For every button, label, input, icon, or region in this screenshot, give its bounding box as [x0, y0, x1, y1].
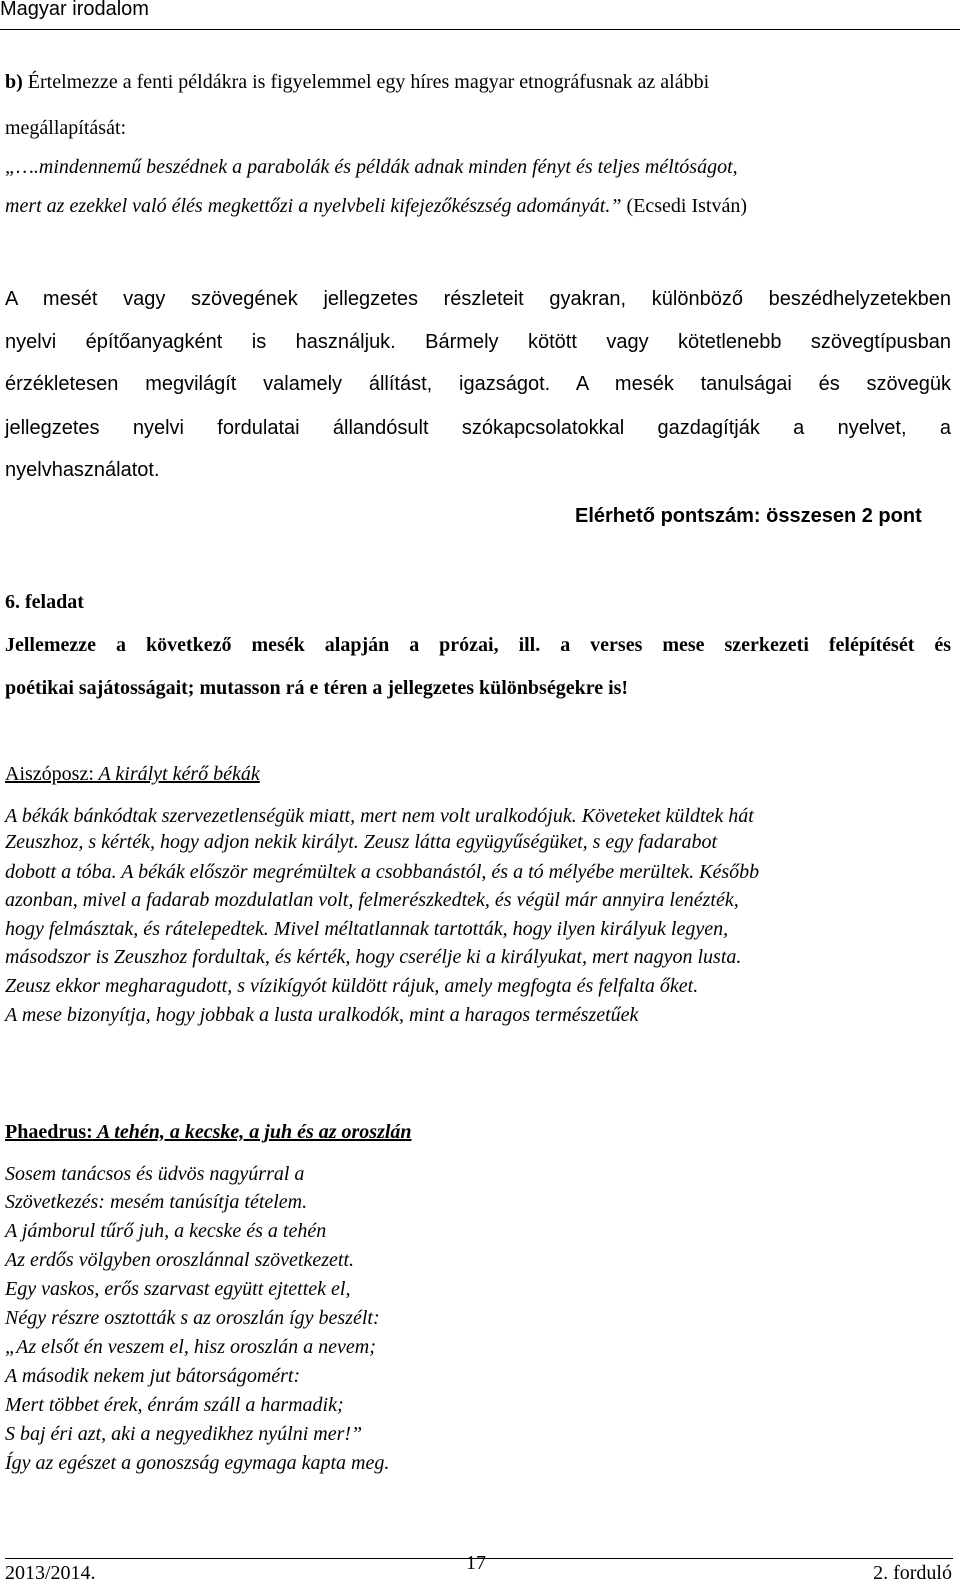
fable-1-heading	[5, 762, 260, 786]
task-6-instruction-line-2: poétikai sajátosságait; mutasson rá e téren a jellegzetes különbségekre is!	[5, 677, 629, 699]
poem-line-11: Így az egészet a gonoszság egymaga kapta meg.	[5, 1452, 390, 1474]
footer-year: 2013/2014.	[5, 1562, 96, 1584]
poem-line-4: Az erdős völgyben oroszlánnal szövetkezett.	[5, 1249, 355, 1271]
fable-1-line-8: A mese bizonyítja, hogy jobbak a lusta uralkodók, mint a haragos természetűek	[5, 1004, 639, 1026]
fable-2-heading	[5, 1120, 412, 1144]
task-6-heading: 6. feladat	[5, 591, 84, 613]
fable-1-line-4: azonban, mivel a fadarab mozdulatlan volt, felmerészkedtek, és végül már annyira lenézték,	[5, 889, 739, 911]
fable-2-author: Phaedrus:	[5, 1121, 93, 1143]
poem-line-7: „Az elsőt én veszem el, hisz oroszlán a nevem;	[5, 1336, 376, 1358]
fable-1-line-1: A békák bánkódtak szervezetlenségük miatt, mert nem volt uralkodójuk. Követeket küldtek hát	[5, 805, 754, 827]
fable-1-line-3: dobott a tóba. A békák először megrémültek a csobbanástól, és a tó mélyébe merültek. Később	[5, 861, 760, 883]
answer-line-1: A mesét vagy szövegének jellegzetes részleteit gyakran, különböző beszédhelyzetekben	[5, 288, 951, 310]
task-b-question-text: Értelmezze a fenti példákra is figyelemmel egy híres magyar etnográfusnak az alábbi	[22, 71, 710, 93]
answer-line-5: nyelvhasználatot.	[5, 459, 160, 481]
header-divider	[0, 29, 960, 30]
poem-line-5: Egy vaskos, erős szarvast együtt ejtettek el,	[5, 1278, 351, 1300]
task-6-instruction-line-1: Jellemezze a következő mesék alapján a prózai, ill. a verses mese szerkezeti felépítését és	[5, 634, 951, 656]
fable-1-author: Aiszóposz:	[5, 763, 94, 785]
task-b-question-line-1	[5, 70, 709, 94]
answer-line-2: nyelvi építőanyagként is használjuk. Bármely kötött vagy kötetlenebb szövegtípusban	[5, 331, 951, 353]
poem-line-1: Sosem tanácsos és üdvös nagyúrral a	[5, 1163, 305, 1185]
quote-line-1: „….mindennemű beszédnek a parabolák és példák adnak minden fényt és teljes méltóságot,	[5, 156, 738, 178]
score-text: Elérhető pontszám: összesen 2 pont	[575, 505, 922, 527]
answer-line-4: jellegzetes nyelvi fordulatai állandósult szókapcsolatokkal gazdagítják a nyelvet, a	[5, 417, 951, 439]
quote-text-end: mert az ezekkel való élés megkettőzi a nyelvbeli kifejezőkészség adományát.”	[5, 195, 622, 217]
poem-line-8: A második nekem jut bátorságomért:	[5, 1365, 301, 1387]
poem-line-9: Mert többet érek, énrám száll a harmadik;	[5, 1394, 344, 1416]
poem-line-3: A jámborul tűrő juh, a kecske és a tehén	[5, 1220, 327, 1242]
quote-line-2	[5, 194, 747, 218]
poem-line-2: Szövetkezés: mesém tanúsítja tételem.	[5, 1191, 308, 1213]
fable-2-title: A tehén, a kecske, a juh és az oroszlán	[92, 1121, 412, 1143]
answer-line-3: érzékletesen megvilágít valamely állítást, igazságot. A mesék tanulságai és szövegük	[5, 373, 951, 395]
document-header-title: Magyar irodalom	[0, 0, 149, 20]
footer-round: 2. forduló	[873, 1562, 952, 1584]
fable-1-line-6: másodszor is Zeuszhoz fordultak, és kérték, hogy cserélje ki a királyukat, mert nagyon lusta.	[5, 946, 742, 968]
task-b-question-line-2: megállapítását:	[5, 117, 127, 139]
fable-1-line-7: Zeusz ekkor megharagudott, s vízikígyót küldött rájuk, amely megfogta és felfalta őket.	[5, 975, 699, 997]
fable-1-title: A királyt kérő békák	[93, 763, 260, 785]
fable-1-line-2: Zeuszhoz, s kérték, hogy adjon nekik királyt. Zeusz látta együgyűségüket, s egy fadarabot	[5, 831, 718, 853]
quote-author: (Ecsedi István)	[621, 195, 747, 217]
task-b-label: b)	[5, 71, 23, 93]
poem-line-6: Négy részre osztották s az oroszlán így beszélt:	[5, 1307, 380, 1329]
poem-line-10: S baj éri azt, aki a negyedikhez nyúlni mer!”	[5, 1423, 363, 1445]
fable-1-line-5: hogy felmásztak, és rátelepedtek. Mivel méltatlannak tartották, hogy ilyen királyuk legyen,	[5, 918, 729, 940]
footer-page-number: 17	[466, 1552, 486, 1574]
